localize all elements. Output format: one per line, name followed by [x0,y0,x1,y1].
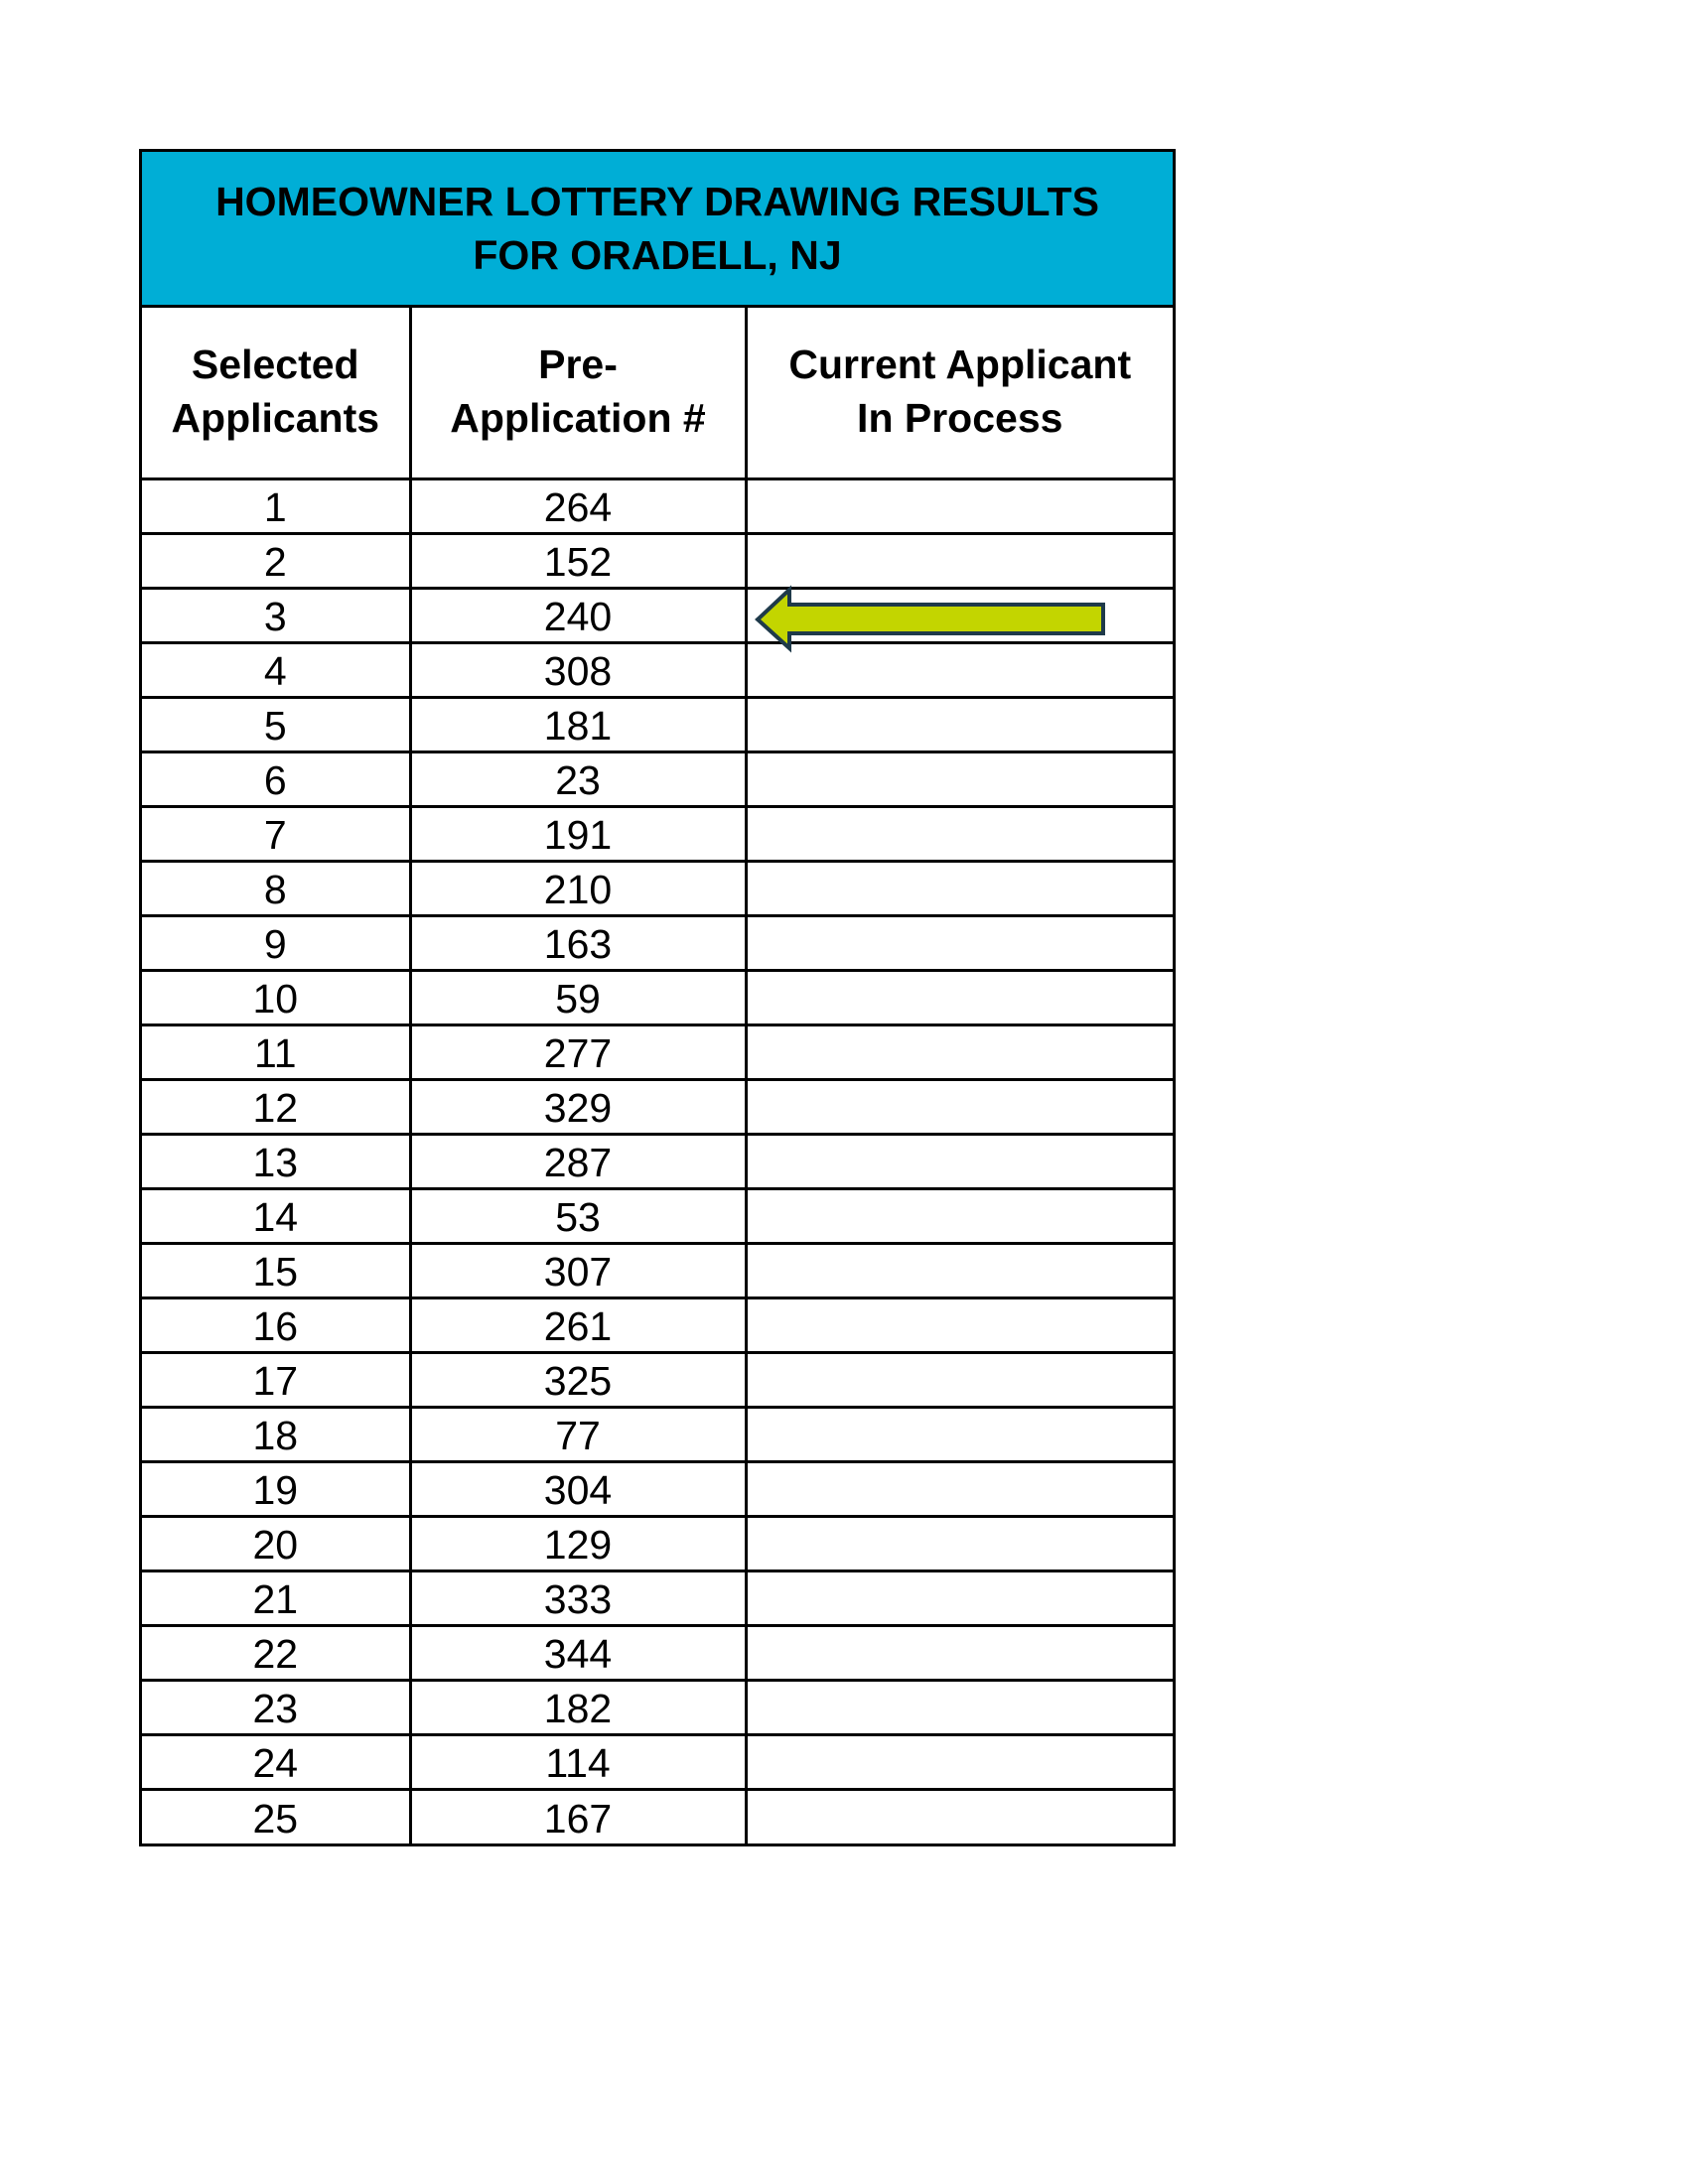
table-row [142,1461,1173,1516]
pre-application-cell: 261 [410,1297,746,1352]
selected-applicant-cell: 22 [142,1625,410,1680]
current-applicant-cell [746,1789,1173,1843]
selected-applicant-cell: 15 [142,1243,410,1297]
pre-application-cell: 53 [410,1188,746,1243]
current-applicant-cell [746,861,1173,915]
pre-application-cell: 163 [410,915,746,970]
selected-applicant-cell: 10 [142,970,410,1024]
pre-application-cell: 23 [410,751,746,806]
current-applicant-cell [746,1352,1173,1407]
selected-applicant-cell: 6 [142,751,410,806]
selected-applicant-cell: 1 [142,478,410,533]
current-applicant-cell [746,1461,1173,1516]
pre-application-cell: 277 [410,1024,746,1079]
header-current-applicant [746,308,1173,478]
current-applicant-cell [746,1297,1173,1352]
table-row [142,861,1173,915]
selected-applicant-cell: 14 [142,1188,410,1243]
selected-applicant-cell: 4 [142,642,410,697]
table-row [142,915,1173,970]
table-row [142,1516,1173,1570]
table-row [142,970,1173,1024]
selected-applicant-cell: 13 [142,1134,410,1188]
table-row [142,751,1173,806]
pre-application-cell: 333 [410,1570,746,1625]
table-title [142,152,1173,308]
table-row [142,1734,1173,1789]
selected-applicant-cell: 21 [142,1570,410,1625]
current-applicant-cell [746,915,1173,970]
header-preapp-line-2: Application # [450,395,706,441]
selected-applicant-cell: 17 [142,1352,410,1407]
pre-application-cell: 287 [410,1134,746,1188]
header-preapp-line-1: Pre- [538,341,618,387]
table-row [142,1188,1173,1243]
selected-applicant-cell: 3 [142,588,410,642]
selected-applicant-cell: 5 [142,697,410,751]
pre-application-cell: 77 [410,1407,746,1461]
pre-application-cell: 210 [410,861,746,915]
selected-applicant-cell: 19 [142,1461,410,1516]
selected-applicant-cell: 16 [142,1297,410,1352]
left-arrow-icon [756,588,1113,651]
pre-application-cell: 114 [410,1734,746,1789]
table-row [142,1243,1173,1297]
header-selected-applicants [142,308,410,478]
current-applicant-cell [746,1024,1173,1079]
pre-application-cell: 329 [410,1079,746,1134]
header-current-line-1: Current Applicant [788,341,1132,387]
pre-application-cell: 152 [410,533,746,588]
title-line-2: FOR ORADELL, NJ [473,232,842,278]
current-applicant-cell [746,697,1173,751]
table-row [142,697,1173,751]
table-row [142,1789,1173,1843]
table-row [142,478,1173,533]
header-current-line-2: In Process [857,395,1063,441]
table-row [142,1680,1173,1734]
pre-application-cell: 129 [410,1516,746,1570]
pre-application-cell: 182 [410,1680,746,1734]
current-applicant-cell [746,1079,1173,1134]
selected-applicant-cell: 11 [142,1024,410,1079]
current-applicant-cell [746,1625,1173,1680]
pre-application-cell: 191 [410,806,746,861]
table-row [142,1625,1173,1680]
current-applicant-cell [746,533,1173,588]
table-row [142,1570,1173,1625]
results-grid [142,308,1173,1843]
header-pre-application [410,308,746,478]
current-applicant-cell [746,642,1173,697]
selected-applicant-cell: 25 [142,1789,410,1843]
selected-applicant-cell: 18 [142,1407,410,1461]
header-row [142,308,1173,478]
lottery-results-table [139,149,1176,1846]
current-applicant-cell [746,478,1173,533]
current-applicant-cell [746,588,1173,642]
pre-application-cell: 304 [410,1461,746,1516]
table-row [142,1352,1173,1407]
pre-application-cell: 240 [410,588,746,642]
pre-application-cell: 307 [410,1243,746,1297]
current-applicant-cell [746,751,1173,806]
pre-application-cell: 308 [410,642,746,697]
table-row [142,806,1173,861]
table-row [142,1079,1173,1134]
selected-applicant-cell: 12 [142,1079,410,1134]
pre-application-cell: 181 [410,697,746,751]
header-selected-line-1: Selected [191,341,359,387]
selected-applicant-cell: 8 [142,861,410,915]
selected-applicant-cell: 7 [142,806,410,861]
current-applicant-cell [746,1134,1173,1188]
pre-application-cell: 167 [410,1789,746,1843]
current-applicant-cell [746,1734,1173,1789]
pre-application-cell: 325 [410,1352,746,1407]
title-line-1: HOMEOWNER LOTTERY DRAWING RESULTS [215,179,1099,224]
selected-applicant-cell: 20 [142,1516,410,1570]
current-applicant-cell [746,1407,1173,1461]
table-row [142,1297,1173,1352]
table-row [142,1407,1173,1461]
pre-application-cell: 59 [410,970,746,1024]
table-row [142,588,1173,642]
current-applicant-cell [746,1516,1173,1570]
current-applicant-cell [746,1243,1173,1297]
header-selected-line-2: Applicants [171,395,380,441]
current-applicant-cell [746,806,1173,861]
table-row [142,1134,1173,1188]
current-applicant-cell [746,1680,1173,1734]
pre-application-cell: 344 [410,1625,746,1680]
pre-application-cell: 264 [410,478,746,533]
selected-applicant-cell: 23 [142,1680,410,1734]
current-applicant-cell [746,1570,1173,1625]
current-applicant-cell [746,1188,1173,1243]
selected-applicant-cell: 24 [142,1734,410,1789]
table-row [142,642,1173,697]
table-row [142,533,1173,588]
selected-applicant-cell: 2 [142,533,410,588]
current-applicant-cell [746,970,1173,1024]
selected-applicant-cell: 9 [142,915,410,970]
table-row [142,1024,1173,1079]
